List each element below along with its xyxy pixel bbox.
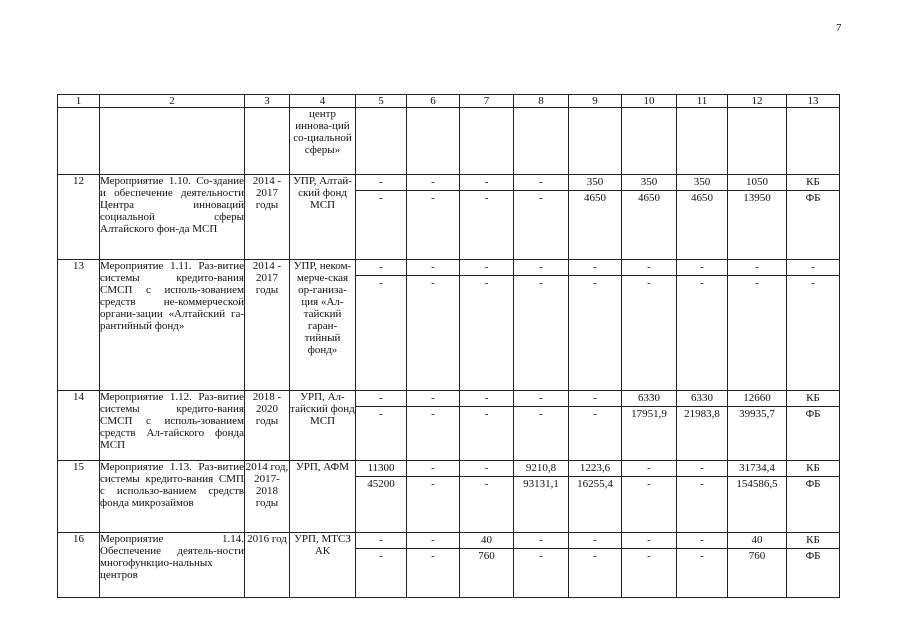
measure-name: Мероприятие 1.13. Раз-витие системы кредито-вания СМП с использо-ванием средств фонда микрозаймов (100, 461, 245, 533)
value-cell-col-7 (460, 391, 514, 461)
value-line-2: - (514, 275, 568, 291)
row-number: 14 (58, 391, 100, 461)
header-col-11: 11 (677, 95, 728, 108)
value-line-2: - (356, 190, 406, 206)
value-cell-col-13 (787, 533, 840, 598)
value-line-2: 154586,5 (728, 476, 786, 492)
value-line-1: - (700, 534, 704, 546)
row-number (58, 108, 100, 175)
value-cell-col-13 (787, 260, 840, 391)
value-line-2: - (622, 275, 676, 291)
header-col-8: 8 (514, 95, 569, 108)
value-line-2: 16255,4 (569, 476, 621, 492)
value-cell-col-13 (787, 391, 840, 461)
value-line-1: 12660 (743, 392, 771, 404)
value-cell-col-5 (356, 260, 407, 391)
value-line-1: 350 (693, 176, 711, 188)
value-line-1: - (431, 534, 435, 546)
value-line-2: - (356, 406, 406, 422)
value-line-2: 39935,7 (728, 406, 786, 422)
value-line-1: - (755, 261, 759, 273)
header-col-9: 9 (569, 95, 622, 108)
value-cell-col-9 (569, 391, 622, 461)
value-line-1: 11300 (367, 462, 395, 474)
value-line-2: - (514, 406, 568, 422)
value-cell-col-9 (569, 108, 622, 175)
value-cell-col-7 (460, 108, 514, 175)
value-line-1: - (484, 462, 489, 474)
value-line-1: - (539, 176, 543, 188)
value-cell-col-9 (569, 461, 622, 533)
value-line-1: - (593, 534, 597, 546)
value-line-1: - (484, 392, 489, 404)
value-line-2: - (460, 190, 513, 206)
value-line-1: 350 (640, 176, 658, 188)
table-row (58, 175, 840, 260)
header-col-2: 2 (100, 95, 245, 108)
header-row (58, 95, 840, 108)
value-line-2: ФБ (787, 476, 839, 492)
executor-cell: УПР, Алтай-ский фонд МСП (290, 175, 356, 260)
measure-name: Мероприятие 1.11. Раз-витие системы кредито-вания СМСП с исполь-зованием средств не-коммерческой органи-зации «Алтайский га-рантийный фонд» (100, 260, 245, 391)
value-line-1: - (484, 261, 489, 273)
value-line-2: - (622, 476, 676, 492)
value-cell-col-12 (728, 391, 787, 461)
value-cell-col-10 (622, 461, 677, 533)
header-col-5: 5 (356, 95, 407, 108)
value-line-1: КБ (806, 176, 820, 188)
value-line-2: - (460, 476, 513, 492)
value-cell-col-9 (569, 175, 622, 260)
value-line-1: 40 (751, 534, 763, 546)
value-cell-col-9 (569, 533, 622, 598)
value-line-1: - (379, 392, 383, 404)
value-cell-col-8 (514, 391, 569, 461)
value-line-2: ФБ (787, 406, 839, 422)
value-cell-col-10 (622, 533, 677, 598)
value-cell-col-12 (728, 533, 787, 598)
header-col-10: 10 (622, 95, 677, 108)
value-line-1: 9210,8 (525, 462, 557, 474)
value-cell-col-12 (728, 175, 787, 260)
value-line-2: - (787, 275, 839, 291)
value-cell-col-8 (514, 461, 569, 533)
value-line-1: 40 (481, 534, 492, 546)
value-cell-col-9 (569, 260, 622, 391)
value-line-1: КБ (806, 534, 820, 546)
executor-cell: УРП, МТСЗ АК (290, 533, 356, 598)
table-row (58, 391, 840, 461)
value-line-1: - (379, 261, 383, 273)
value-cell-col-7 (460, 175, 514, 260)
value-line-1: - (431, 462, 435, 474)
value-line-2: 4650 (622, 190, 676, 206)
value-line-1: - (647, 261, 651, 273)
header-col-13: 13 (787, 95, 840, 108)
measure-name: Мероприятие 1.10. Со-здание и обеспечение деятельности Центра инноваций социальной сферы Алтайского фон-да МСП (100, 175, 245, 260)
table-row (58, 533, 840, 598)
value-cell-col-8 (514, 533, 569, 598)
value-cell-col-6 (407, 461, 460, 533)
years-cell: 2016 год (245, 533, 290, 598)
value-line-2: ФБ (787, 548, 839, 564)
value-line-1: 31734,4 (739, 462, 775, 474)
value-line-1: - (431, 392, 435, 404)
value-line-1: - (593, 392, 597, 404)
value-line-1: - (811, 261, 815, 273)
value-cell-col-11 (677, 533, 728, 598)
value-line-2: 4650 (677, 190, 727, 206)
value-line-1: КБ (806, 392, 820, 404)
value-line-1: - (647, 462, 651, 474)
value-line-2: - (407, 548, 459, 564)
value-line-2: - (514, 190, 568, 206)
value-line-2: 4650 (569, 190, 621, 206)
value-cell-col-6 (407, 175, 460, 260)
value-line-2: - (407, 406, 459, 422)
executor-cell: центр иннова-ций со-циальной сферы» (290, 108, 356, 175)
executor-cell: УРП, Ал-тайский фонд МСП (290, 391, 356, 461)
header-col-3: 3 (245, 95, 290, 108)
value-cell-col-6 (407, 260, 460, 391)
value-line-2: 13950 (728, 190, 786, 206)
value-line-2: - (356, 275, 406, 291)
value-line-2: - (677, 548, 727, 564)
value-line-2: - (677, 275, 727, 291)
value-cell-col-6 (407, 391, 460, 461)
value-line-1: - (431, 261, 435, 273)
value-cell-col-12 (728, 108, 787, 175)
row-number: 15 (58, 461, 100, 533)
value-cell-col-5 (356, 175, 407, 260)
value-line-1: - (484, 176, 489, 188)
value-line-1: - (593, 261, 597, 273)
value-line-1: - (379, 176, 383, 188)
value-cell-col-11 (677, 175, 728, 260)
value-line-2: ФБ (787, 190, 839, 206)
value-line-1: - (700, 261, 704, 273)
value-cell-col-6 (407, 533, 460, 598)
measure-name: Мероприятие 1.14. Обеспечение деятель-ности многофункцио-нальных центров (100, 533, 245, 598)
value-line-1: - (700, 462, 704, 474)
value-line-2: 760 (460, 548, 513, 564)
executor-cell: УРП, АФМ (290, 461, 356, 533)
value-cell-col-11 (677, 391, 728, 461)
row-number: 13 (58, 260, 100, 391)
value-line-2: - (407, 190, 459, 206)
row-number: 12 (58, 175, 100, 260)
value-cell-col-11 (677, 461, 728, 533)
value-cell-col-11 (677, 260, 728, 391)
value-line-1: - (431, 176, 435, 188)
page-number: 7 (836, 22, 842, 34)
value-line-2: 17951,9 (622, 406, 676, 422)
value-line-2: - (514, 548, 568, 564)
value-line-2: - (622, 548, 676, 564)
value-cell-col-10 (622, 391, 677, 461)
years-cell: 2014 год, 2017-2018 годы (245, 461, 290, 533)
value-cell-col-8 (514, 260, 569, 391)
value-cell-col-13 (787, 461, 840, 533)
value-line-1: КБ (806, 462, 820, 474)
header-col-7: 7 (460, 95, 514, 108)
years-cell: 2014 - 2017 годы (245, 175, 290, 260)
value-cell-col-6 (407, 108, 460, 175)
value-line-1: 6330 (638, 392, 660, 404)
value-line-1: 6330 (691, 392, 713, 404)
value-cell-col-5 (356, 461, 407, 533)
value-line-2: - (677, 476, 727, 492)
value-cell-col-5 (356, 533, 407, 598)
value-cell-col-13 (787, 175, 840, 260)
value-line-1: 1050 (746, 176, 768, 188)
row-number: 16 (58, 533, 100, 598)
value-line-1: - (539, 392, 543, 404)
value-line-1: - (647, 534, 651, 546)
value-line-2: - (460, 406, 513, 422)
header-col-12: 12 (728, 95, 787, 108)
measure-name (100, 108, 245, 175)
value-line-2: - (728, 275, 786, 291)
value-line-2: 45200 (356, 476, 406, 492)
value-line-1: - (539, 261, 543, 273)
header-col-1: 1 (58, 95, 100, 108)
value-line-2: - (569, 548, 621, 564)
value-cell-col-10 (622, 175, 677, 260)
value-line-2: 21983,8 (677, 406, 727, 422)
value-cell-col-10 (622, 108, 677, 175)
value-cell-col-12 (728, 461, 787, 533)
value-line-1: 1223,6 (579, 462, 611, 474)
executor-cell: УПР, неком-мерче-ская ор-ганиза-ция «Ал-тайский гаран-тийный фонд» (290, 260, 356, 391)
value-cell-col-7 (460, 461, 514, 533)
value-cell-col-5 (356, 391, 407, 461)
years-cell: 2014 - 2017 годы (245, 260, 290, 391)
value-line-1: - (539, 534, 543, 546)
value-line-2: - (569, 406, 621, 422)
value-line-2: - (356, 548, 406, 564)
header-col-6: 6 (407, 95, 460, 108)
years-cell (245, 108, 290, 175)
table-row (58, 461, 840, 533)
value-cell-col-5 (356, 108, 407, 175)
value-line-2: 760 (728, 548, 786, 564)
table-row (58, 108, 840, 175)
value-line-2: 93131,1 (514, 476, 568, 492)
value-cell-col-7 (460, 533, 514, 598)
value-cell-col-10 (622, 260, 677, 391)
value-line-2: - (407, 275, 459, 291)
header-col-4: 4 (290, 95, 356, 108)
value-line-2: - (569, 275, 621, 291)
value-line-1: - (379, 534, 383, 546)
value-cell-col-7 (460, 260, 514, 391)
budget-table (57, 94, 840, 598)
years-cell: 2018 - 2020 годы (245, 391, 290, 461)
value-line-1: 350 (586, 176, 604, 188)
table-row (58, 260, 840, 391)
value-cell-col-8 (514, 108, 569, 175)
value-cell-col-11 (677, 108, 728, 175)
value-line-2: - (460, 275, 513, 291)
value-cell-col-13 (787, 108, 840, 175)
value-line-2: - (407, 476, 459, 492)
value-cell-col-12 (728, 260, 787, 391)
value-cell-col-8 (514, 175, 569, 260)
measure-name: Мероприятие 1.12. Раз-витие системы кредито-вания СМСП с исполь-зованием средств Ал-тайского фонда МСП (100, 391, 245, 461)
